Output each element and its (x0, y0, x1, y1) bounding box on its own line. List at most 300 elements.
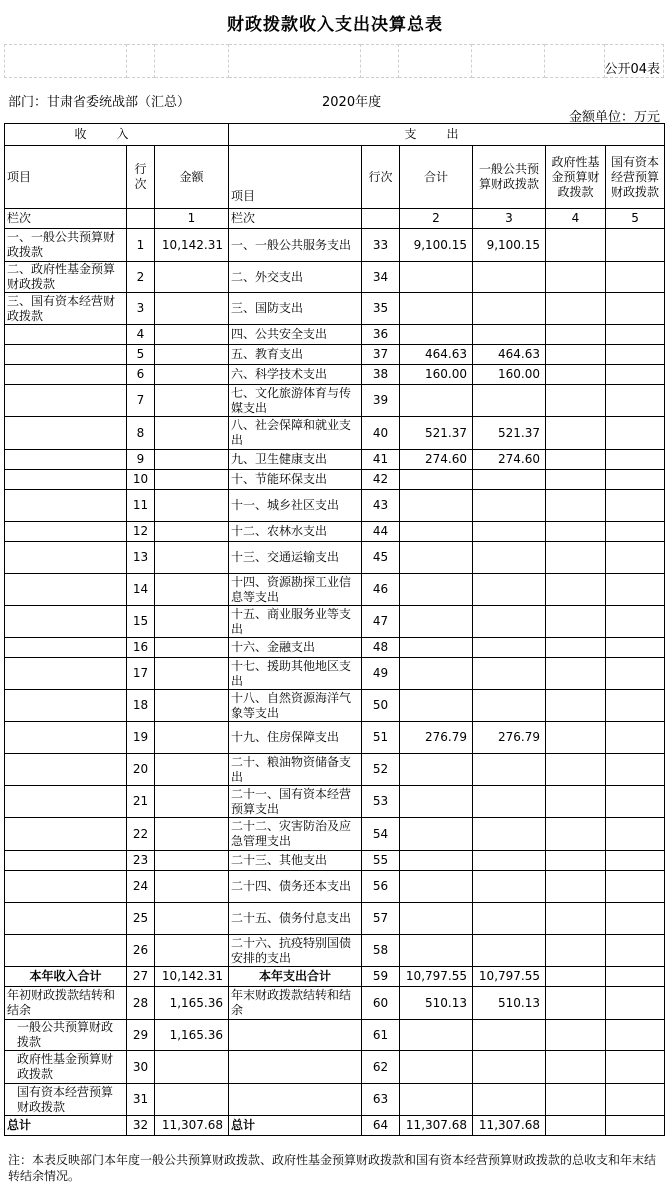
general-budget-amount (473, 606, 546, 638)
gov-fund-amount (546, 345, 606, 365)
income-row-no: 28 (127, 987, 155, 1020)
expense-total (400, 818, 473, 851)
expense-row-no: 39 (362, 385, 400, 417)
table-row (5, 871, 665, 903)
income-amount (155, 786, 229, 818)
gov-fund-amount (546, 606, 606, 638)
state-capital-amount (606, 903, 665, 935)
gov-fund-amount (546, 722, 606, 754)
grand-total-row (5, 1116, 665, 1136)
column-index-4: 4 (546, 209, 606, 229)
expense-item: 年末财政拨款结转和结余 (229, 987, 362, 1020)
income-item (5, 345, 127, 365)
income-row-no: 4 (127, 325, 155, 345)
expense-total (400, 490, 473, 522)
expense-row-no: 55 (362, 851, 400, 871)
state-capital-amount (606, 606, 665, 638)
state-capital-amount (606, 542, 665, 574)
income-item (5, 385, 127, 417)
table-row (5, 574, 665, 606)
expense-item: 十五、商业服务业等支出 (229, 606, 362, 638)
income-amount (155, 818, 229, 851)
state-capital-amount (606, 967, 665, 987)
income-amount: 10,142.31 (155, 229, 229, 262)
state-capital-amount (606, 490, 665, 522)
expense-row-no: 40 (362, 417, 400, 450)
income-row-no: 19 (127, 722, 155, 754)
expense-total (400, 871, 473, 903)
general-budget-amount (473, 385, 546, 417)
footnote: 注：本表反映部门本年度一般公共预算财政拨款、政府性基金预算财政拨款和国有资本经营预算财政拨款的总收支和年末结转结余情况。 (8, 1153, 657, 1183)
state-capital-amount (606, 690, 665, 722)
gov-fund-amount (546, 818, 606, 851)
state-capital-header: 国有资本经营预算财政拨款 (606, 146, 665, 209)
table-row (5, 606, 665, 638)
income-amount (155, 871, 229, 903)
income-amount (155, 542, 229, 574)
expense-row-no: 48 (362, 638, 400, 658)
table-row (5, 851, 665, 871)
general-budget-amount (473, 786, 546, 818)
expense-total: 10,797.55 (400, 967, 473, 987)
income-amount (155, 490, 229, 522)
expense-row-no: 46 (362, 574, 400, 606)
state-capital-amount (606, 229, 665, 262)
general-budget-amount (473, 851, 546, 871)
income-amount-header: 金额 (155, 146, 229, 209)
gov-fund-amount (546, 1084, 606, 1116)
expense-item: 十六、金融支出 (229, 638, 362, 658)
income-amount (155, 293, 229, 325)
expense-row-no: 50 (362, 690, 400, 722)
state-capital-amount (606, 754, 665, 786)
table-row (5, 786, 665, 818)
gov-fund-amount (546, 1051, 606, 1084)
expense-total: 274.60 (400, 450, 473, 470)
expense-item: 十七、援助其他地区支出 (229, 658, 362, 690)
state-capital-amount (606, 262, 665, 293)
expense-item: 十四、资源勘探工业信息等支出 (229, 574, 362, 606)
income-amount (155, 638, 229, 658)
gov-fund-amount (546, 470, 606, 490)
expense-row-no: 58 (362, 935, 400, 967)
income-row-no: 9 (127, 450, 155, 470)
table-row (5, 542, 665, 574)
expense-total (400, 293, 473, 325)
gov-fund-amount (546, 229, 606, 262)
state-capital-amount (606, 935, 665, 967)
expense-header: 支出 (229, 124, 665, 146)
expense-item: 十二、农林水支出 (229, 522, 362, 542)
expense-total (400, 851, 473, 871)
income-item (5, 470, 127, 490)
state-capital-amount (606, 851, 665, 871)
income-amount: 11,307.68 (155, 1116, 229, 1136)
expense-row-no: 61 (362, 1020, 400, 1051)
general-budget-amount (473, 690, 546, 722)
expense-row-no: 38 (362, 365, 400, 385)
state-capital-amount (606, 658, 665, 690)
expense-row-no: 56 (362, 871, 400, 903)
income-row-no: 17 (127, 658, 155, 690)
expense-row-no: 33 (362, 229, 400, 262)
column-index-label: 栏次 (5, 209, 127, 229)
expense-total (400, 754, 473, 786)
income-row-no: 21 (127, 786, 155, 818)
budget-table (4, 123, 665, 1136)
income-amount (155, 851, 229, 871)
expense-total (400, 262, 473, 293)
expense-row-no: 63 (362, 1084, 400, 1116)
gov-fund-amount (546, 967, 606, 987)
expense-total: 160.00 (400, 365, 473, 385)
general-budget-amount: 160.00 (473, 365, 546, 385)
income-item (5, 786, 127, 818)
income-row-no: 10 (127, 470, 155, 490)
income-row-no-header: 行次 (127, 146, 155, 209)
gov-fund-amount (546, 450, 606, 470)
expense-item: 七、文化旅游体育与传媒支出 (229, 385, 362, 417)
state-capital-amount (606, 818, 665, 851)
income-amount (155, 417, 229, 450)
state-capital-amount (606, 722, 665, 754)
income-item (5, 606, 127, 638)
table-row (5, 262, 665, 293)
income-item (5, 638, 127, 658)
general-budget-amount (473, 903, 546, 935)
expense-item: 十三、交通运输支出 (229, 542, 362, 574)
income-item: 总计 (5, 1116, 127, 1136)
gov-fund-amount (546, 871, 606, 903)
carry-row (5, 1020, 665, 1051)
general-budget-amount: 274.60 (473, 450, 546, 470)
expense-row-no: 42 (362, 470, 400, 490)
gov-fund-amount (546, 385, 606, 417)
income-row-no: 31 (127, 1084, 155, 1116)
general-budget-amount (473, 1051, 546, 1084)
state-capital-amount (606, 987, 665, 1020)
expense-total (400, 1020, 473, 1051)
expense-total (400, 470, 473, 490)
expense-total: 11,307.68 (400, 1116, 473, 1136)
expense-total (400, 658, 473, 690)
expense-item (229, 1084, 362, 1116)
income-row-no: 3 (127, 293, 155, 325)
income-item: 本年收入合计 (5, 967, 127, 987)
income-item: 二、政府性基金预算财政拨款 (5, 262, 127, 293)
income-amount (155, 1084, 229, 1116)
income-header: 收入 (5, 124, 229, 146)
income-row-no: 13 (127, 542, 155, 574)
income-row-no: 24 (127, 871, 155, 903)
expense-total (400, 903, 473, 935)
table-row (5, 522, 665, 542)
gov-fund-amount (546, 903, 606, 935)
general-budget-amount (473, 574, 546, 606)
table-row (5, 690, 665, 722)
income-row-no: 15 (127, 606, 155, 638)
general-budget-amount (473, 818, 546, 851)
expense-total (400, 325, 473, 345)
state-capital-amount (606, 450, 665, 470)
expense-total (400, 786, 473, 818)
income-amount: 1,165.36 (155, 1020, 229, 1051)
gov-fund-amount (546, 987, 606, 1020)
expense-row-no: 49 (362, 658, 400, 690)
income-item: 年初财政拨款结转和结余 (5, 987, 127, 1020)
expense-item: 三、国防支出 (229, 293, 362, 325)
expense-item: 二十四、债务还本支出 (229, 871, 362, 903)
general-budget-amount: 510.13 (473, 987, 546, 1020)
state-capital-amount (606, 1116, 665, 1136)
income-item: 国有资本经营预算财政拨款 (5, 1084, 127, 1116)
page-title: 财政拨款收入支出决算总表 (227, 15, 443, 35)
expense-item (229, 1051, 362, 1084)
expense-row-no: 59 (362, 967, 400, 987)
expense-row-no: 62 (362, 1051, 400, 1084)
general-budget-amount: 9,100.15 (473, 229, 546, 262)
sheet-gridlines (4, 44, 664, 78)
state-capital-amount (606, 638, 665, 658)
expense-total: 521.37 (400, 417, 473, 450)
general-budget-amount (473, 1084, 546, 1116)
income-amount (155, 470, 229, 490)
income-amount (155, 345, 229, 365)
expense-item: 九、卫生健康支出 (229, 450, 362, 470)
table-row (5, 293, 665, 325)
general-budget-header: 一般公共预算财政拨款 (473, 146, 546, 209)
income-item: 一、一般公共预算财政拨款 (5, 229, 127, 262)
income-amount (155, 658, 229, 690)
table-row (5, 345, 665, 365)
table-row (5, 935, 665, 967)
expense-row-no: 35 (362, 293, 400, 325)
income-row-no: 8 (127, 417, 155, 450)
state-capital-amount (606, 871, 665, 903)
expense-row-no: 53 (362, 786, 400, 818)
gov-fund-amount (546, 365, 606, 385)
income-item: 三、国有资本经营财政拨款 (5, 293, 127, 325)
expense-item: 十八、自然资源海洋气象等支出 (229, 690, 362, 722)
carry-row (5, 987, 665, 1020)
expense-total: 276.79 (400, 722, 473, 754)
state-capital-amount (606, 385, 665, 417)
table-row (5, 722, 665, 754)
table-row (5, 365, 665, 385)
income-amount (155, 1051, 229, 1084)
income-item (5, 851, 127, 871)
table-row (5, 229, 665, 262)
gov-fund-amount (546, 851, 606, 871)
general-budget-amount (473, 293, 546, 325)
expense-row-no: 34 (362, 262, 400, 293)
expense-total (400, 522, 473, 542)
income-item (5, 490, 127, 522)
income-amount (155, 722, 229, 754)
expense-row-no: 64 (362, 1116, 400, 1136)
expense-item: 五、教育支出 (229, 345, 362, 365)
state-capital-amount (606, 786, 665, 818)
income-item (5, 450, 127, 470)
gov-fund-amount (546, 522, 606, 542)
general-budget-amount: 276.79 (473, 722, 546, 754)
table-row (5, 638, 665, 658)
income-item (5, 754, 127, 786)
income-amount (155, 574, 229, 606)
expense-row-no: 37 (362, 345, 400, 365)
gov-fund-amount (546, 1020, 606, 1051)
income-row-no: 7 (127, 385, 155, 417)
income-item (5, 365, 127, 385)
table-row (5, 754, 665, 786)
income-amount (155, 262, 229, 293)
income-item (5, 935, 127, 967)
income-item (5, 574, 127, 606)
expense-item: 二十六、抗疫特别国债安排的支出 (229, 935, 362, 967)
income-row-no: 18 (127, 690, 155, 722)
general-budget-amount (473, 262, 546, 293)
gov-fund-amount (546, 935, 606, 967)
general-budget-amount: 464.63 (473, 345, 546, 365)
general-budget-amount (473, 658, 546, 690)
gov-fund-amount (546, 325, 606, 345)
state-capital-amount (606, 293, 665, 325)
income-row-no: 30 (127, 1051, 155, 1084)
column-index-expense-label: 栏次 (229, 209, 362, 229)
unit-label: 金额单位：万元 (568, 110, 660, 125)
expense-item: 二、外交支出 (229, 262, 362, 293)
gov-fund-amount (546, 786, 606, 818)
state-capital-amount (606, 1020, 665, 1051)
state-capital-amount (606, 470, 665, 490)
expense-row-no: 36 (362, 325, 400, 345)
general-budget-amount: 521.37 (473, 417, 546, 450)
expense-item: 十一、城乡社区支出 (229, 490, 362, 522)
income-row-no: 22 (127, 818, 155, 851)
general-budget-amount (473, 871, 546, 903)
income-row-no: 1 (127, 229, 155, 262)
state-capital-amount (606, 417, 665, 450)
income-amount (155, 690, 229, 722)
income-item (5, 658, 127, 690)
expense-total (400, 690, 473, 722)
income-row-no: 2 (127, 262, 155, 293)
expense-item: 十、节能环保支出 (229, 470, 362, 490)
general-budget-amount (473, 638, 546, 658)
expense-item: 二十、粮油物资储备支出 (229, 754, 362, 786)
column-index-1: 1 (155, 209, 229, 229)
gov-fund-amount (546, 658, 606, 690)
state-capital-amount (606, 345, 665, 365)
general-budget-amount (473, 470, 546, 490)
income-item (5, 871, 127, 903)
carry-row (5, 1051, 665, 1084)
state-capital-amount (606, 1084, 665, 1116)
income-item (5, 690, 127, 722)
gov-fund-amount (546, 690, 606, 722)
expense-total (400, 574, 473, 606)
table-row (5, 325, 665, 345)
expense-total-header: 合计 (400, 146, 473, 209)
income-item (5, 522, 127, 542)
general-budget-amount (473, 1020, 546, 1051)
expense-item: 总计 (229, 1116, 362, 1136)
year-total-row (5, 967, 665, 987)
expense-row-no: 52 (362, 754, 400, 786)
column-index-2: 2 (400, 209, 473, 229)
income-amount (155, 450, 229, 470)
income-row-no: 20 (127, 754, 155, 786)
income-row-no: 16 (127, 638, 155, 658)
expense-item (229, 1020, 362, 1051)
carry-row (5, 1084, 665, 1116)
income-item (5, 542, 127, 574)
gov-fund-amount (546, 490, 606, 522)
general-budget-amount (473, 325, 546, 345)
expense-item: 本年支出合计 (229, 967, 362, 987)
expense-total (400, 1084, 473, 1116)
income-amount: 10,142.31 (155, 967, 229, 987)
income-row-no: 29 (127, 1020, 155, 1051)
expense-total: 464.63 (400, 345, 473, 365)
expense-total (400, 638, 473, 658)
expense-total (400, 606, 473, 638)
table-row (5, 470, 665, 490)
income-amount (155, 365, 229, 385)
expense-row-no: 45 (362, 542, 400, 574)
column-index-5: 5 (606, 209, 665, 229)
table-row (5, 903, 665, 935)
expense-row-no: 57 (362, 903, 400, 935)
income-row-no: 11 (127, 490, 155, 522)
expense-item: 二十二、灾害防治及应急管理支出 (229, 818, 362, 851)
department-label: 部门：甘肃省委统战部（汇总） (8, 95, 191, 110)
gov-fund-amount (546, 542, 606, 574)
general-budget-amount (473, 522, 546, 542)
income-item: 一般公共预算财政拨款 (5, 1020, 127, 1051)
expense-item: 一、一般公共服务支出 (229, 229, 362, 262)
income-item (5, 722, 127, 754)
expense-row-no: 60 (362, 987, 400, 1020)
income-row-no: 5 (127, 345, 155, 365)
expense-total (400, 1051, 473, 1084)
year-label: 2020年度 (322, 95, 382, 110)
table-row (5, 417, 665, 450)
income-amount (155, 754, 229, 786)
income-row-no: 14 (127, 574, 155, 606)
income-item (5, 818, 127, 851)
income-row-no: 27 (127, 967, 155, 987)
general-budget-amount (473, 754, 546, 786)
expense-item: 十九、住房保障支出 (229, 722, 362, 754)
expense-row-no: 44 (362, 522, 400, 542)
expense-item: 四、公共安全支出 (229, 325, 362, 345)
expense-row-no: 54 (362, 818, 400, 851)
expense-item: 二十一、国有资本经营预算支出 (229, 786, 362, 818)
expense-row-no: 47 (362, 606, 400, 638)
table-row (5, 658, 665, 690)
gov-fund-amount (546, 638, 606, 658)
table-row (5, 385, 665, 417)
expense-item: 六、科学技术支出 (229, 365, 362, 385)
expense-total (400, 542, 473, 574)
income-row-no: 6 (127, 365, 155, 385)
income-amount (155, 606, 229, 638)
general-budget-amount (473, 935, 546, 967)
expense-total: 510.13 (400, 987, 473, 1020)
table-row (5, 490, 665, 522)
expense-total: 9,100.15 (400, 229, 473, 262)
